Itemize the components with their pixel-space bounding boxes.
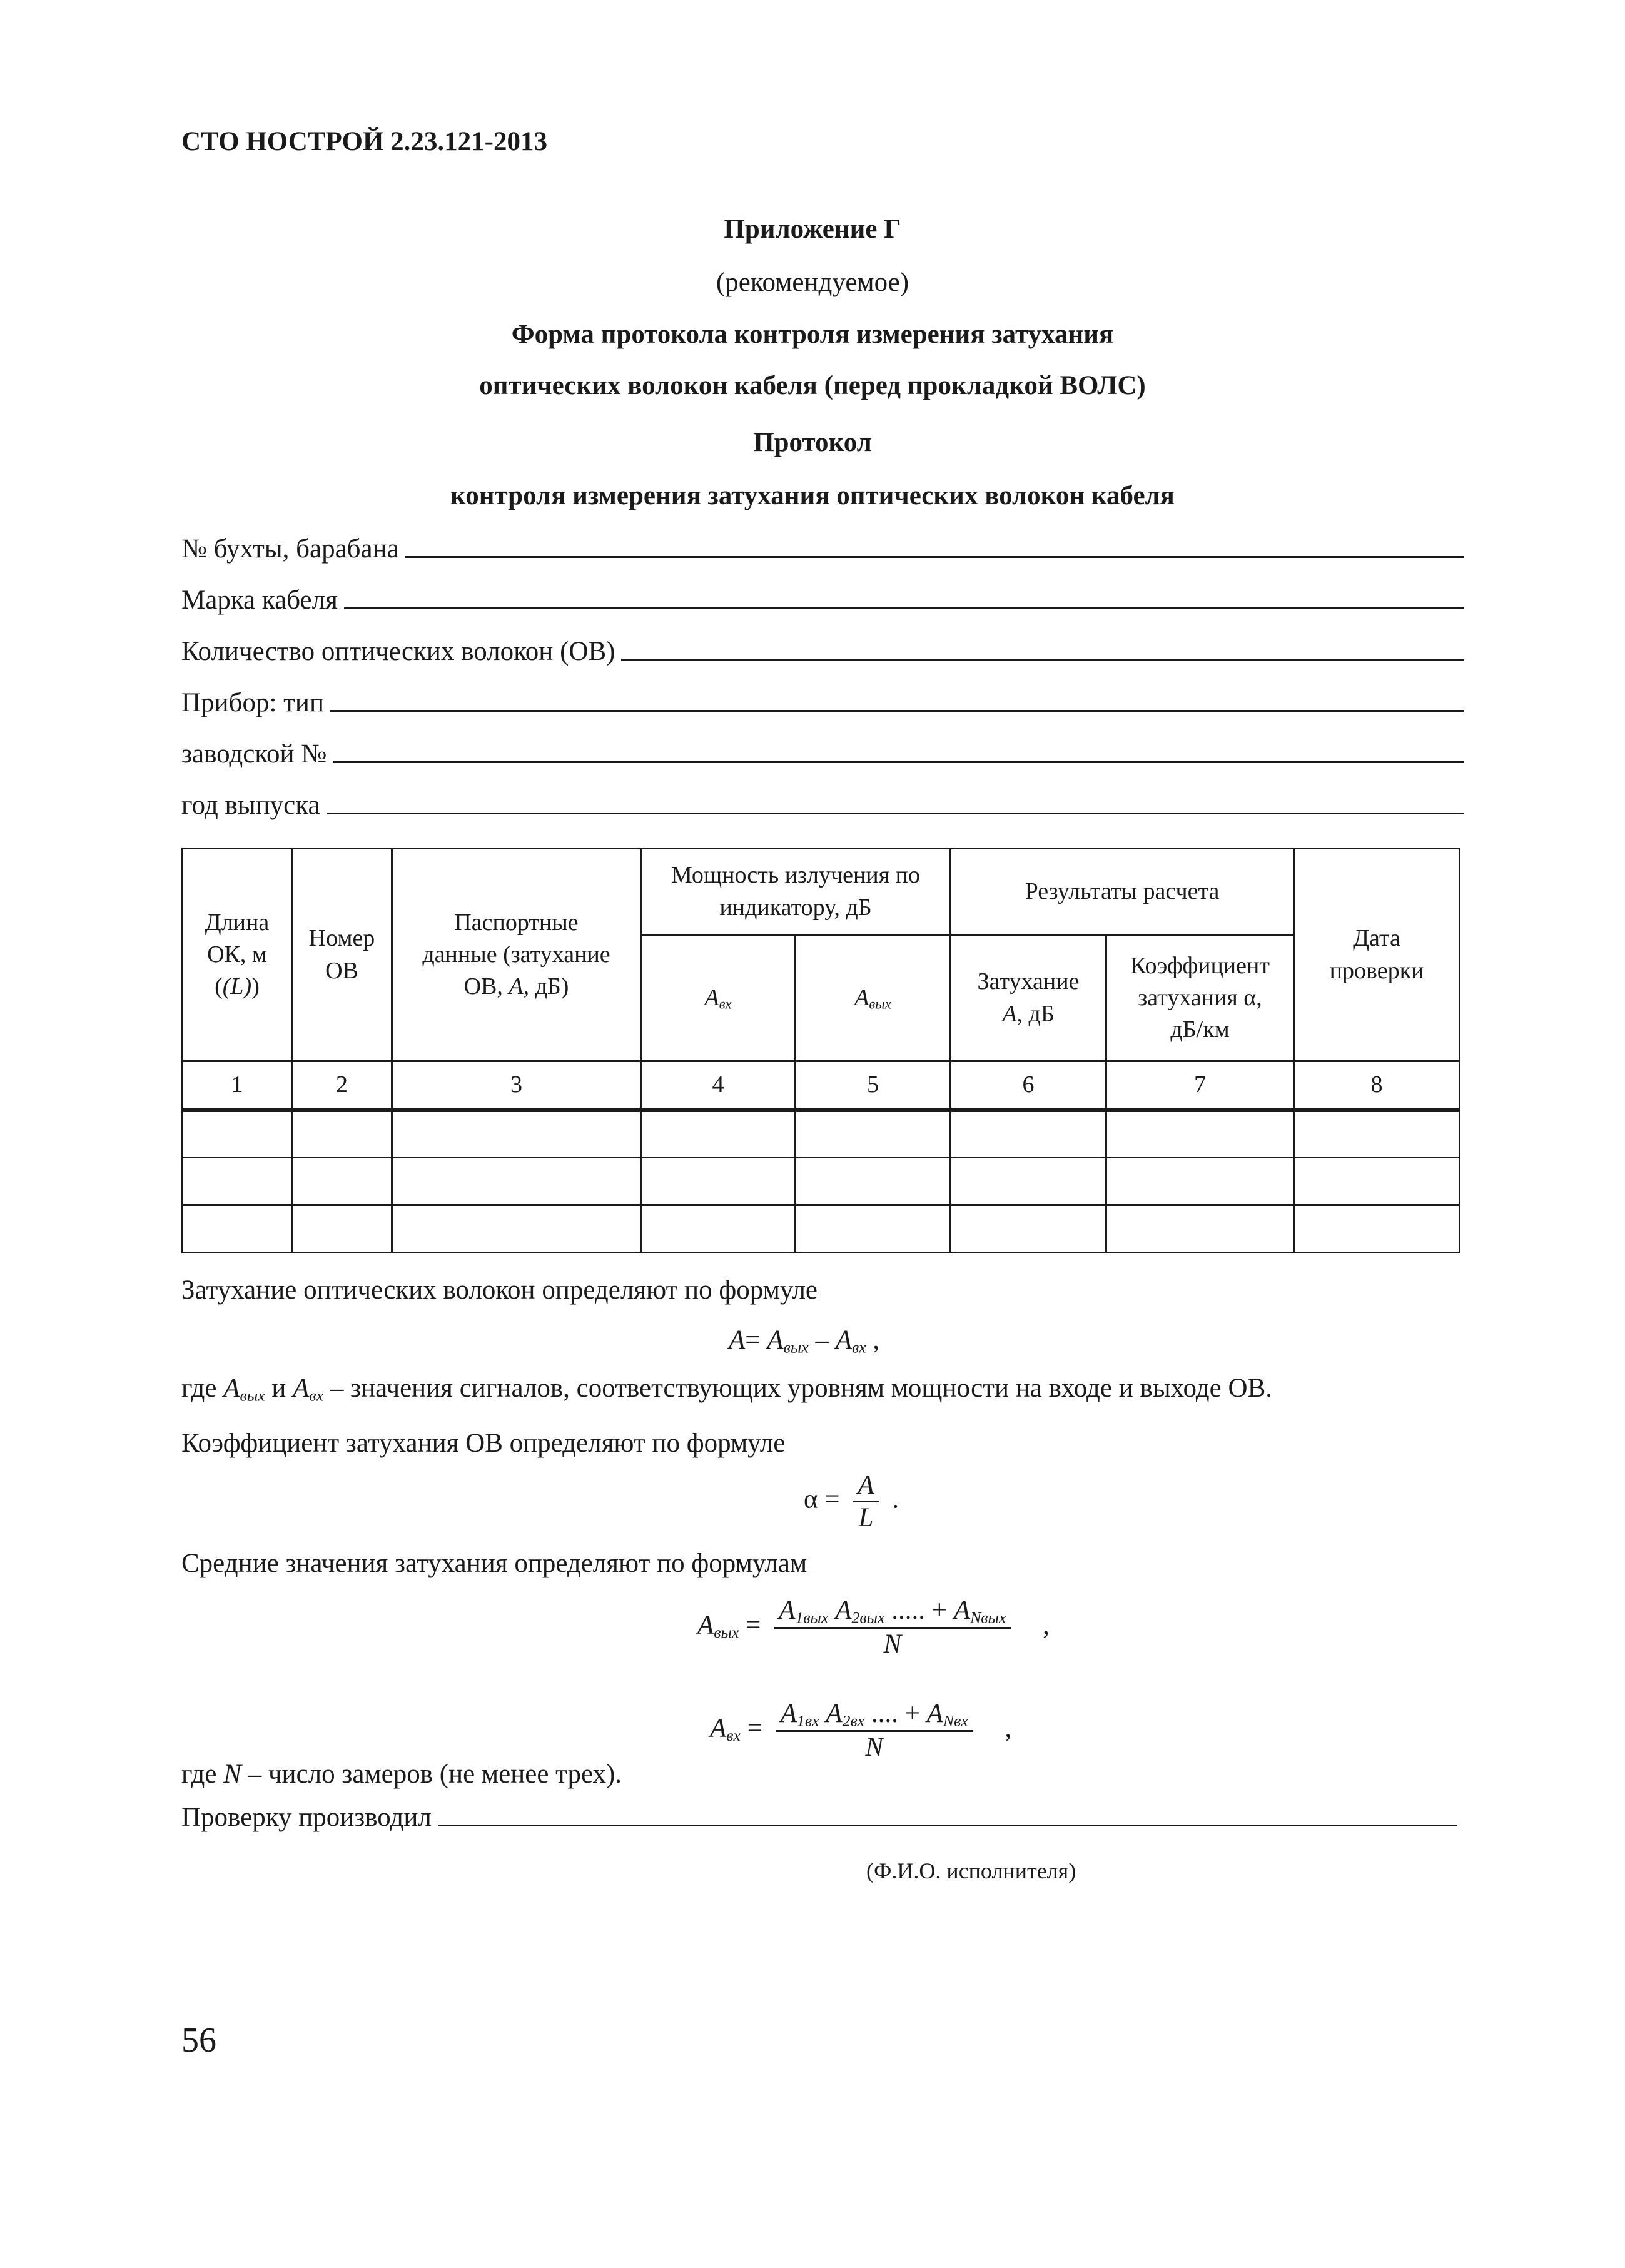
formula-text: =	[745, 1325, 767, 1355]
formula-text: =	[818, 1484, 847, 1514]
header-text: индикатору, дБ	[719, 894, 872, 921]
header-text: Паспортные	[454, 909, 579, 936]
header-text: ОК, м	[207, 941, 267, 968]
header-power-group	[641, 849, 951, 935]
header-var: (L)	[222, 973, 252, 1000]
header-fiber-number	[292, 849, 392, 1061]
column-number: 8	[1294, 1061, 1460, 1110]
formula-text: α	[804, 1484, 818, 1514]
header-subscript: вых	[869, 996, 891, 1012]
formula-text: –	[808, 1325, 836, 1355]
field-serial-number[interactable]	[181, 732, 1464, 769]
paragraph-text: и	[265, 1374, 293, 1403]
table-cell[interactable]	[641, 1158, 796, 1205]
fraction-numerator: $A_{1вх}$ $A_{2вх}$ .... + $A_{Nвх}$	[776, 1698, 973, 1732]
fill-line[interactable]	[327, 813, 1464, 814]
header-var: A	[704, 984, 719, 1011]
formula-var: A	[697, 1610, 714, 1640]
header-var: A	[854, 984, 869, 1011]
formula-average-out	[697, 1595, 1050, 1659]
protocol-table	[181, 848, 1460, 1253]
field-device-type[interactable]	[181, 681, 1464, 718]
field-reel-number[interactable]	[181, 527, 1464, 564]
header-text: Коэффициент	[1130, 952, 1270, 979]
table-cell[interactable]	[641, 1110, 796, 1158]
fraction-numerator: $A_{1вых}$ $A_{2вых}$ ..... + $A_{Nвых}$	[774, 1595, 1011, 1629]
table-cell[interactable]	[796, 1205, 951, 1253]
field-label: Количество оптических волокон (ОВ)	[181, 637, 615, 666]
header-text: ОВ	[325, 957, 358, 984]
header-passport-data	[392, 849, 641, 1061]
formula-average-in	[710, 1698, 1011, 1763]
table-cell[interactable]	[392, 1158, 641, 1205]
table-cell[interactable]	[292, 1158, 392, 1205]
table-cell[interactable]	[641, 1205, 796, 1253]
fraction-denominator: N	[883, 1629, 902, 1659]
formula-coefficient	[804, 1470, 899, 1533]
column-number-row	[183, 1061, 1460, 1110]
header-text: , дБ)	[523, 973, 569, 1000]
signature-label: Проверку производил	[181, 1803, 432, 1832]
header-check-date	[1294, 849, 1460, 1061]
paragraph-definitions	[181, 1373, 1272, 1405]
formula-attenuation	[729, 1325, 879, 1357]
header-text: Результаты расчета	[1025, 878, 1220, 904]
fraction	[774, 1595, 1011, 1659]
table-cell[interactable]	[292, 1205, 392, 1253]
field-label: заводской №	[181, 739, 327, 769]
header-text: данные (затухание	[422, 941, 610, 968]
formula-text: ,	[998, 1713, 1012, 1743]
table-cell[interactable]	[1106, 1205, 1294, 1253]
header-attenuation-coefficient	[1106, 935, 1294, 1061]
table-cell[interactable]	[183, 1158, 292, 1205]
table-cell[interactable]	[1294, 1110, 1460, 1158]
formula-subscript: вых	[783, 1338, 809, 1357]
table-cell[interactable]	[292, 1110, 392, 1158]
formula-text: =	[739, 1610, 768, 1640]
field-label: Прибор: тип	[181, 688, 324, 717]
header-text: Затухание	[977, 968, 1080, 995]
protocol-title: Протокол	[753, 428, 872, 457]
fraction-denominator: N	[865, 1733, 884, 1763]
fill-line[interactable]	[621, 659, 1464, 661]
formula-subscript: вх	[309, 1386, 324, 1405]
document-code: СТО НОСТРОЙ 2.23.121-2013	[181, 127, 547, 156]
table-row[interactable]	[183, 1205, 1460, 1253]
header-var: A	[1002, 1000, 1017, 1027]
fill-line[interactable]	[330, 710, 1464, 712]
table-cell[interactable]	[183, 1205, 292, 1253]
paragraph-text: где	[181, 1374, 224, 1403]
page-number: 56	[181, 2021, 216, 2060]
header-text: проверки	[1329, 957, 1424, 984]
field-fiber-count[interactable]	[181, 629, 1464, 667]
header-var: A	[509, 973, 524, 1000]
header-subscript: вх	[719, 996, 732, 1012]
table-cell[interactable]	[183, 1110, 292, 1158]
header-results-group	[951, 849, 1294, 935]
table-cell[interactable]	[1294, 1158, 1460, 1205]
table-cell[interactable]	[1106, 1158, 1294, 1205]
form-title-line2: оптических волокон кабеля (перед прокладкой ВОЛС)	[479, 371, 1146, 400]
fraction-numerator: A	[853, 1470, 879, 1502]
field-label: год выпуска	[181, 791, 320, 820]
table-cell[interactable]	[392, 1110, 641, 1158]
table-cell[interactable]	[796, 1158, 951, 1205]
formula-subscript: вых	[714, 1623, 739, 1642]
field-label: № бухты, барабана	[181, 534, 399, 564]
header-power-out	[796, 935, 951, 1061]
paragraph-attenuation: Затухание оптических волокон определяют по формуле	[181, 1275, 818, 1305]
formula-text: =	[740, 1713, 769, 1743]
header-text: Мощность излучения по	[671, 862, 920, 889]
header-text: Длина	[205, 909, 270, 936]
header-text: дБ/км	[1170, 1016, 1230, 1043]
column-number: 3	[392, 1061, 641, 1110]
header-text: , дБ	[1016, 1000, 1055, 1027]
column-number: 7	[1106, 1061, 1294, 1110]
table-cell[interactable]	[951, 1205, 1106, 1253]
table-cell[interactable]	[796, 1110, 951, 1158]
formula-var: A	[223, 1374, 240, 1403]
header-text: затухания α,	[1138, 984, 1262, 1011]
paragraph-text: где	[181, 1759, 224, 1789]
appendix-status: (рекомендуемое)	[716, 268, 909, 297]
field-label: Марка кабеля	[181, 585, 338, 615]
header-power-in	[641, 935, 796, 1061]
formula-var: N	[223, 1759, 241, 1789]
signature-line[interactable]	[438, 1825, 1457, 1826]
table-row[interactable]	[183, 1158, 1460, 1205]
formula-text: ,	[1036, 1610, 1050, 1640]
formula-var: A	[767, 1325, 784, 1355]
table-cell[interactable]	[392, 1205, 641, 1253]
paragraph-text: – число замеров (не менее трех).	[241, 1759, 622, 1789]
fill-line[interactable]	[405, 556, 1464, 558]
header-cable-length: Длина ОК, м ((L))	[183, 849, 292, 1061]
field-cable-brand[interactable]	[181, 578, 1464, 615]
formula-subscript: вх	[851, 1338, 866, 1357]
formula-text: .	[885, 1484, 899, 1514]
fraction-denominator: L	[858, 1503, 874, 1532]
formula-subscript: вых	[240, 1386, 265, 1405]
table-cell[interactable]	[951, 1110, 1106, 1158]
table-cell[interactable]	[1106, 1110, 1294, 1158]
formula-var: A	[729, 1325, 746, 1355]
header-text: Номер	[308, 925, 375, 952]
paragraph-measurements	[181, 1759, 622, 1790]
fraction	[853, 1470, 879, 1533]
column-number: 2	[292, 1061, 392, 1110]
signature-field[interactable]	[181, 1795, 1457, 1833]
fill-line[interactable]	[333, 761, 1464, 763]
table-row[interactable]	[183, 1110, 1460, 1158]
fraction	[776, 1698, 973, 1763]
field-year[interactable]	[181, 783, 1464, 821]
paragraph-averages: Средние значения затухания определяют по формулам	[181, 1549, 807, 1578]
appendix-title: Приложение Г	[724, 215, 901, 244]
paragraph-coefficient: Коэффициент затухания ОВ определяют по формуле	[181, 1429, 786, 1458]
column-number: 1	[183, 1061, 292, 1110]
protocol-subtitle: контроля измерения затухания оптических волокон кабеля	[450, 481, 1175, 510]
header-text: ОВ,	[463, 973, 509, 1000]
form-title-line1: Форма протокола контроля измерения затухания	[511, 320, 1114, 349]
formula-var: A	[293, 1374, 310, 1403]
fill-line[interactable]	[344, 607, 1464, 609]
header-attenuation	[951, 935, 1106, 1061]
column-number: 4	[641, 1061, 796, 1110]
table-cell[interactable]	[951, 1158, 1106, 1205]
header-text: Дата	[1353, 925, 1400, 952]
column-number: 6	[951, 1061, 1106, 1110]
paragraph-text: – значения сигналов, соответствующих уровням мощности на входе и выходе ОВ.	[323, 1374, 1273, 1403]
formula-var: A	[710, 1713, 727, 1743]
formula-subscript: вх	[726, 1726, 741, 1745]
signature-caption: (Ф.И.О. исполнителя)	[866, 1858, 1076, 1883]
formula-text: ,	[866, 1325, 880, 1355]
table-cell[interactable]	[1294, 1205, 1460, 1253]
formula-var: A	[835, 1325, 852, 1355]
column-number: 5	[796, 1061, 951, 1110]
